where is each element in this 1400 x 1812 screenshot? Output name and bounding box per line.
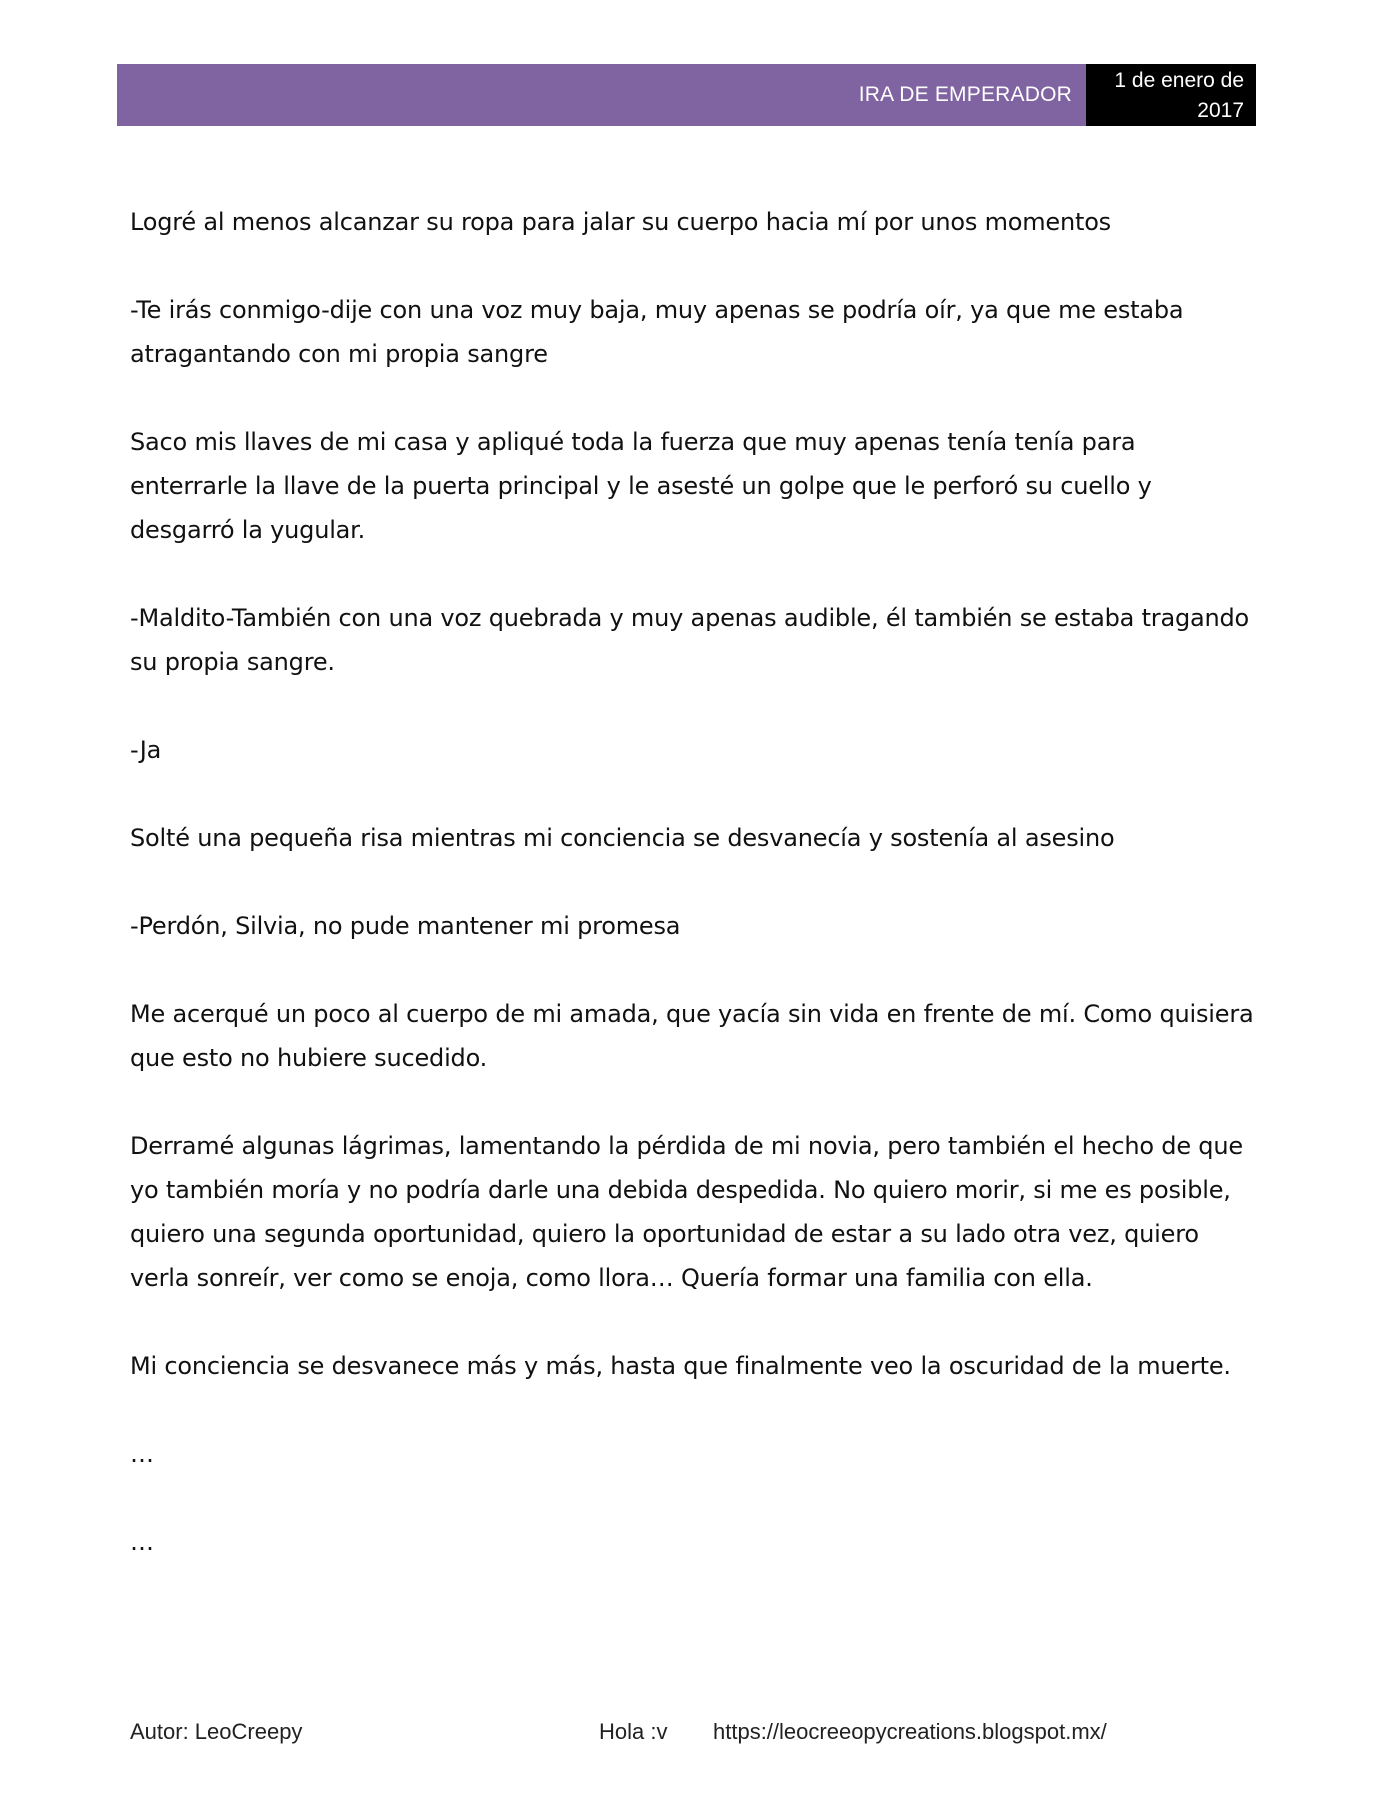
paragraph: Logré al menos alcanzar su ropa para jalar su cuerpo hacia mí por unos momentos [130, 208, 1111, 236]
paragraph: … [130, 1440, 154, 1468]
header-band [117, 64, 1086, 126]
paragraph: Me acerqué un poco al cuerpo de mi amada, que yacía sin vida en frente de mí. Como quisiera que esto no hubiere sucedido. [130, 1000, 1254, 1072]
paragraph: Solté una pequeña risa mientras mi conciencia se desvanecía y sostenía al asesino [130, 824, 1115, 852]
document-body [130, 200, 1260, 1608]
paragraph: Saco mis llaves de mi casa y apliqué toda la fuerza que muy apenas tenía tenía para enterrarle la llave de la puerta principal y le asesté un golpe que le perforó su cuello y desgarró la yugular. [130, 428, 1152, 544]
footer-url: https://leocreeopycreations.blogspot.mx/ [713, 1719, 1107, 1744]
paragraph: -Maldito-También con una voz quebrada y muy apenas audible, él también se estaba tragando su propia sangre. [130, 604, 1250, 676]
paragraph: Mi conciencia se desvanece más y más, hasta que finalmente veo la oscuridad de la muerte. [130, 1352, 1231, 1380]
paragraph: … [130, 1528, 154, 1556]
header-date: 1 de enero de 2017 [1086, 64, 1256, 126]
paragraph: Derramé algunas lágrimas, lamentando la pérdida de mi novia, pero también el hecho de que yo también moría y no podría darle una debida despedida. No quiero morir, si me es posible, quiero una segunda oportunidad, quiero la oportunidad de estar a su lado otra vez, quiero verla sonreír, ver como se enoja, como llora… Quería formar una familia con ella. [130, 1132, 1243, 1292]
paragraph: -Ja [130, 736, 162, 764]
paragraph: -Te irás conmigo-dije con una voz muy baja, muy apenas se podría oír, ya que me estaba atragantando con mi propia sangre [130, 296, 1184, 368]
document-title: IRA DE EMPERADOR [858, 83, 1072, 106]
footer-greeting: Hola :v [599, 1719, 668, 1744]
footer-author: Autor: LeoCreepy [130, 1719, 303, 1744]
paragraph: -Perdón, Silvia, no pude mantener mi promesa [130, 912, 681, 940]
page-footer [0, 1714, 1400, 1750]
